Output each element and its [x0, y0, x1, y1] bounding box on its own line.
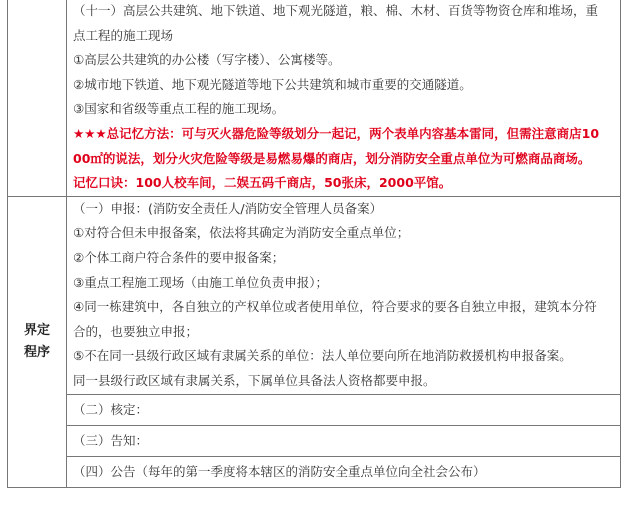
content-cell-category-11 [67, 0, 621, 196]
verify-step: （二）核定： [73, 401, 149, 417]
declare-item-5: ⑤不在同一县级行政区域有隶属关系的单位：法人单位要向所在地消防救援机构申报备案。 [73, 348, 572, 364]
category-11-heading-line-2: 点工程的施工现场 [73, 27, 174, 43]
table-row [8, 425, 621, 456]
memory-method-line-1: ★★★总记忆方法：可与灭火器危险等级划分一起记，两个表单内容基本雷同，但需注意商店10 [73, 125, 600, 141]
declare-item-1: ①对符合但未申报备案，依法将其确定为消防安全重点单位； [73, 225, 410, 241]
procedure-label [8, 320, 66, 364]
table-row [8, 456, 621, 487]
announce-cell [67, 456, 621, 487]
procedure-label-cell [8, 196, 67, 487]
notify-cell [67, 425, 621, 456]
announce-step: （四）公告（每年的第一季度将本辖区的消防安全重点单位向全社会公布） [73, 463, 486, 479]
table-row [8, 394, 621, 425]
category-11-item-3: ③国家和省级等重点工程的施工现场。 [73, 101, 285, 117]
memory-mnemonic-line: 记忆口诀：100人校车间，二娱五码千商店，50张床，2000平馆。 [73, 175, 452, 191]
declare-item-4-line-2: 合的，也要独立申报； [73, 323, 199, 339]
declare-item-4-line-1: ④同一栋建筑中，各自独立的产权单位或者使用单位，符合要求的要各自独立申报，建筑本分符 [73, 299, 597, 315]
key-units-table [7, 0, 621, 488]
declare-cell [67, 196, 621, 394]
category-11-item-2: ②城市地下铁道、地下观光隧道等地下公共建筑和城市重要的交通隧道。 [73, 76, 472, 92]
declare-heading: （一）申报：(消防安全责任人/消防安全管理人员备案） [73, 200, 383, 216]
declare-item-2: ②个体工商户符合条件的要申报备案； [73, 249, 285, 265]
category-11-item-1: ①高层公共建筑的办公楼（写字楼）、公寓楼等。 [73, 52, 341, 68]
empty-label-cell [8, 0, 67, 196]
table-row [8, 0, 621, 196]
table-row [8, 196, 621, 394]
procedure-label-line-2: 程序 [23, 344, 50, 360]
procedure-label-line-1: 界定 [23, 322, 50, 338]
notify-step: （三）告知： [73, 432, 149, 448]
verify-cell [67, 394, 621, 425]
declare-note: 同一县级行政区域有隶属关系，下属单位具备法人资格都要申报。 [73, 372, 436, 388]
declare-item-3: ③重点工程施工现场（由施工单位负责申报）； [73, 274, 328, 290]
category-11-heading-line-1: （十一）高层公共建筑、地下铁道、地下观光隧道，粮、棉、木材、百货等物资仓库和堆场，重 [73, 3, 599, 18]
memory-method-line-2: 00㎡的说法，划分火灾危险等级是易燃易爆的商店，划分消防安全重点单位为可燃商品商场。 [73, 150, 591, 166]
